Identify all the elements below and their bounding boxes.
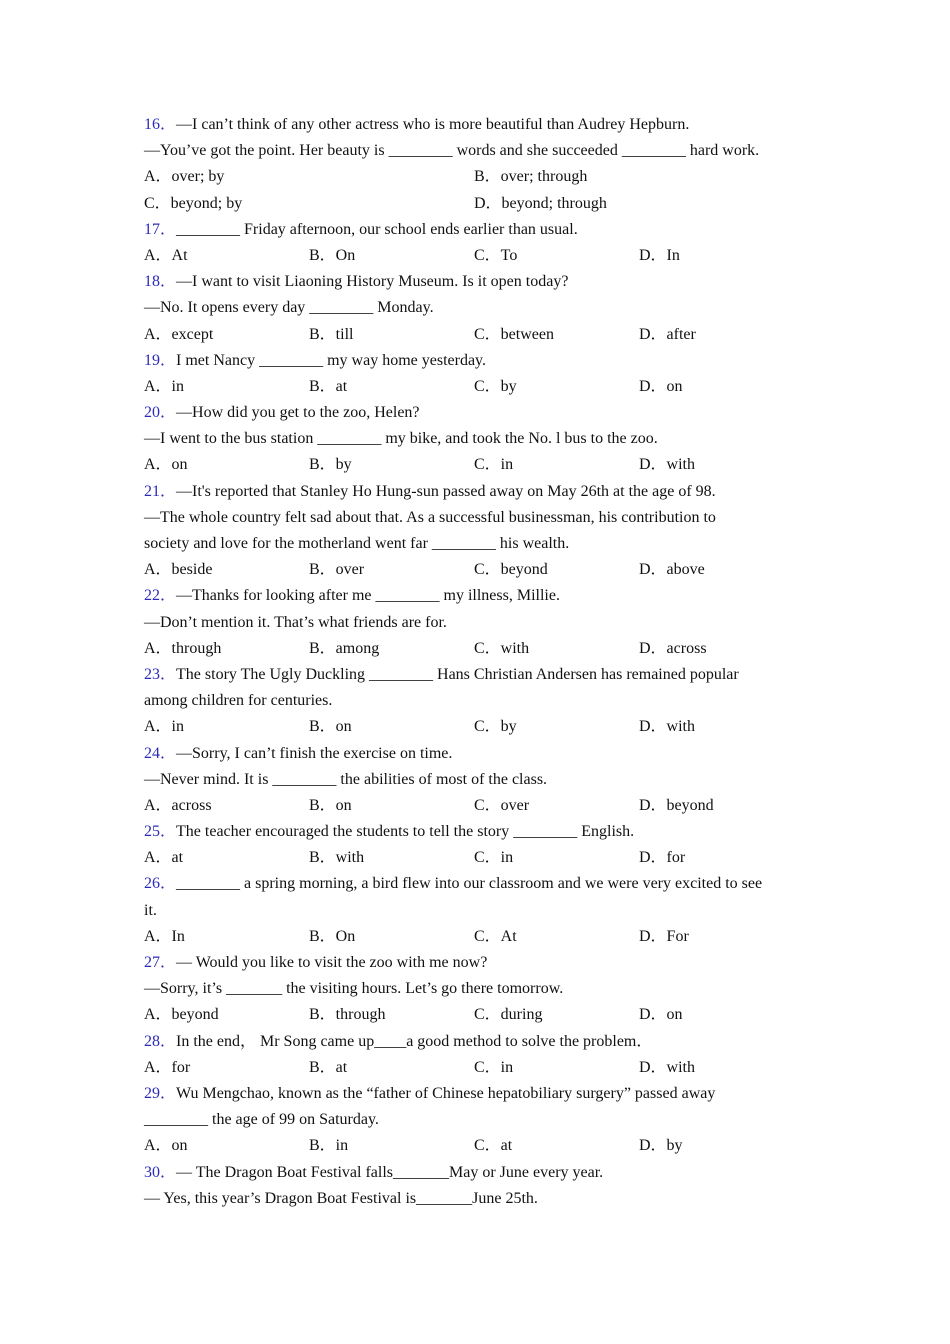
answer-option[interactable]: B．On — [309, 246, 356, 264]
question-number: 27． — [144, 954, 177, 971]
answer-options — [144, 322, 804, 348]
question-stem — [144, 741, 804, 767]
question-stem — [144, 269, 804, 295]
answer-option[interactable]: C．in — [474, 849, 514, 867]
question-number: 18． — [144, 273, 177, 291]
question-line — [144, 531, 804, 557]
answer-option[interactable]: B．by — [309, 456, 352, 474]
question-text: —I can’t think of any other actress who is more beautiful than Audrey Hepburn. — [176, 116, 690, 133]
question-text: —Thanks for looking after me ________ my illness, Millie. — [176, 587, 560, 605]
question-text: — Yes, this year’s Dragon Boat Festival is_______June 25th. — [144, 1189, 538, 1207]
question-stem — [144, 112, 804, 138]
answer-option[interactable]: C．with — [474, 639, 530, 657]
question-stem — [144, 583, 804, 609]
question-block — [144, 950, 804, 1029]
question-stem — [144, 871, 804, 897]
answer-option[interactable]: C．At — [474, 927, 517, 945]
question-text: —It's reported that Stanley Ho Hung-sun passed away on May 26th at the age of 98. — [176, 482, 716, 500]
question-block — [144, 1081, 804, 1160]
question-block — [144, 400, 804, 479]
question-line — [144, 1107, 804, 1133]
answer-option[interactable]: B．at — [309, 377, 348, 395]
question-text: ________ the age of 99 on Saturday. — [144, 1111, 379, 1129]
question-number: 26． — [144, 875, 177, 893]
question-text: Wu Mengchao, known as the “father of Chinese hepatobiliary surgery” passed away — [176, 1084, 716, 1102]
answer-options — [144, 557, 804, 583]
answer-options — [144, 452, 804, 478]
question-block — [144, 112, 804, 217]
answer-option[interactable]: B．among — [309, 639, 380, 657]
question-text: —Sorry, I can’t finish the exercise on time. — [176, 744, 453, 762]
answer-option[interactable]: B．on — [309, 796, 352, 814]
answer-option[interactable]: D．with — [639, 1058, 696, 1076]
question-line — [144, 898, 804, 924]
answer-option[interactable]: A．At — [144, 246, 188, 264]
answer-option[interactable]: C．at — [474, 1137, 513, 1155]
question-line — [144, 1186, 804, 1212]
question-number: 28． — [144, 1032, 177, 1050]
answer-option[interactable]: A．in — [144, 377, 185, 395]
answer-option[interactable]: C．by — [474, 718, 517, 736]
answer-option[interactable]: A．except — [144, 325, 214, 343]
answer-options — [144, 1133, 804, 1159]
answer-options — [144, 845, 804, 871]
question-line — [144, 295, 804, 321]
answer-option[interactable]: D．with — [639, 456, 696, 474]
question-line — [144, 610, 804, 636]
question-stem — [144, 217, 804, 243]
question-line — [144, 688, 804, 714]
question-text: — Would you like to visit the zoo with me now? — [176, 954, 488, 971]
question-text: I met Nancy ________ my way home yesterday. — [176, 351, 487, 369]
question-block — [144, 871, 804, 950]
answer-option[interactable]: A．In — [144, 927, 185, 945]
answer-option[interactable]: B．through — [309, 1006, 386, 1024]
question-block — [144, 819, 804, 871]
question-line — [144, 426, 804, 452]
answer-option[interactable]: A．on — [144, 456, 188, 474]
question-block — [144, 1029, 804, 1081]
question-number: 24． — [144, 744, 177, 762]
question-block — [144, 479, 804, 584]
question-text: society and love for the motherland went far ________ his wealth. — [144, 535, 570, 552]
answer-options — [144, 243, 804, 269]
answer-option[interactable]: D．on — [639, 1006, 683, 1024]
answer-options — [144, 924, 804, 950]
answer-options — [144, 1055, 804, 1081]
answer-option[interactable]: D．beyond; through — [474, 194, 607, 212]
answer-option[interactable]: A．beyond — [144, 1006, 219, 1024]
question-text: —I went to the bus station ________ my bike, and took the No. l bus to the zoo. — [144, 430, 658, 448]
answer-option[interactable]: A．over; by — [144, 168, 225, 186]
question-text: ________ a spring morning, a bird flew into our classroom and we were very excited to see — [176, 875, 763, 893]
question-text: —The whole country felt sad about that. As a successful businessman, his contribution to — [144, 508, 716, 526]
question-stem — [144, 348, 804, 374]
question-line — [144, 767, 804, 793]
answer-option[interactable]: D．across — [639, 639, 707, 657]
answer-option[interactable]: B．with — [309, 849, 365, 867]
question-text: —Never mind. It is ________ the abilities of most of the class. — [144, 770, 548, 788]
answer-option[interactable]: D．beyond — [639, 796, 714, 814]
question-number: 19． — [144, 351, 177, 369]
question-text: —Don’t mention it. That’s what friends are for. — [144, 613, 447, 631]
answer-option[interactable]: A．across — [144, 796, 212, 814]
question-block — [144, 217, 804, 269]
question-block — [144, 1160, 804, 1212]
answer-option[interactable]: D．In — [639, 246, 680, 264]
answer-option[interactable]: A．at — [144, 849, 184, 867]
answer-option[interactable]: C．between — [474, 325, 554, 343]
answer-option[interactable]: D．with — [639, 718, 696, 736]
question-block — [144, 741, 804, 820]
answer-option[interactable]: D．on — [639, 377, 683, 395]
answer-options — [144, 714, 804, 740]
worksheet-page — [144, 112, 804, 1212]
answer-option[interactable]: C．in — [474, 1058, 514, 1076]
question-block — [144, 662, 804, 741]
answer-option[interactable]: C．over — [474, 796, 530, 814]
question-stem — [144, 662, 804, 688]
answer-options — [144, 191, 804, 217]
question-line — [144, 976, 804, 1002]
answer-option[interactable]: A．beside — [144, 561, 213, 579]
question-text: among children for centuries. — [144, 692, 333, 710]
answer-option[interactable]: B．over — [309, 561, 365, 579]
question-stem — [144, 1029, 804, 1055]
answer-option[interactable]: A．in — [144, 718, 185, 736]
question-text: — The Dragon Boat Festival falls_______May or June every year. — [176, 1163, 604, 1181]
answer-options — [144, 374, 804, 400]
question-number: 23． — [144, 665, 177, 683]
answer-option[interactable]: C．during — [474, 1006, 543, 1024]
question-text: ________ Friday afternoon, our school ends earlier than usual. — [176, 220, 578, 238]
answer-option[interactable]: A．for — [144, 1058, 191, 1076]
question-text: —Sorry, it’s _______ the visiting hours. Let’s go there tomorrow. — [144, 980, 564, 998]
question-line — [144, 505, 804, 531]
question-number: 30． — [144, 1163, 177, 1181]
question-number: 25． — [144, 823, 177, 841]
answer-option[interactable]: B．on — [309, 718, 352, 736]
answer-option[interactable]: D．for — [639, 849, 686, 867]
question-text: it. — [144, 901, 157, 919]
answer-option[interactable]: C．To — [474, 246, 518, 264]
question-number: 17． — [144, 220, 177, 238]
answer-option[interactable]: A．on — [144, 1137, 188, 1155]
question-number: 22． — [144, 587, 177, 605]
answer-option[interactable]: B．at — [309, 1058, 348, 1076]
question-block — [144, 269, 804, 348]
question-block — [144, 348, 804, 400]
question-number: 21． — [144, 482, 177, 500]
answer-option[interactable]: B．On — [309, 927, 356, 945]
answer-options — [144, 1002, 804, 1028]
question-text: —No. It opens every day ________ Monday. — [144, 299, 434, 317]
answer-options — [144, 793, 804, 819]
answer-option[interactable]: A．through — [144, 639, 222, 657]
question-stem — [144, 479, 804, 505]
question-stem — [144, 819, 804, 845]
answer-option[interactable]: D．above — [639, 561, 705, 579]
answer-option[interactable]: B．over; through — [474, 168, 588, 186]
question-text: —How did you get to the zoo, Helen? — [176, 404, 420, 422]
answer-option[interactable]: D．by — [639, 1137, 683, 1155]
answer-option[interactable]: B．till — [309, 325, 354, 343]
answer-option[interactable]: C．beyond — [474, 561, 548, 579]
question-stem — [144, 1081, 804, 1107]
answer-options — [144, 636, 804, 662]
question-text: The teacher encouraged the students to tell the story ________ English. — [176, 823, 635, 841]
question-text: —You’ve got the point. Her beauty is ________ words and she succeeded ________ hard work. — [144, 142, 760, 160]
answer-option[interactable]: D．For — [639, 927, 689, 945]
question-text: —I want to visit Liaoning History Museum. Is it open today? — [176, 273, 569, 291]
question-number: 16． — [144, 116, 177, 133]
question-block — [144, 583, 804, 662]
answer-option[interactable]: C．in — [474, 456, 514, 474]
question-number: 29． — [144, 1084, 177, 1102]
question-stem — [144, 400, 804, 426]
question-text: In the end， Mr Song came up____a good method to solve the problem． — [176, 1032, 653, 1050]
answer-option[interactable]: C．by — [474, 377, 517, 395]
question-text: The story The Ugly Duckling ________ Hans Christian Andersen has remained popular — [176, 665, 739, 683]
question-number: 20． — [144, 404, 177, 422]
question-line — [144, 138, 804, 164]
answer-options — [144, 164, 804, 190]
answer-option[interactable]: D．after — [639, 325, 696, 343]
question-stem — [144, 950, 804, 976]
answer-option[interactable]: C．beyond; by — [144, 194, 243, 212]
answer-option[interactable]: B．in — [309, 1137, 349, 1155]
question-stem — [144, 1160, 804, 1186]
